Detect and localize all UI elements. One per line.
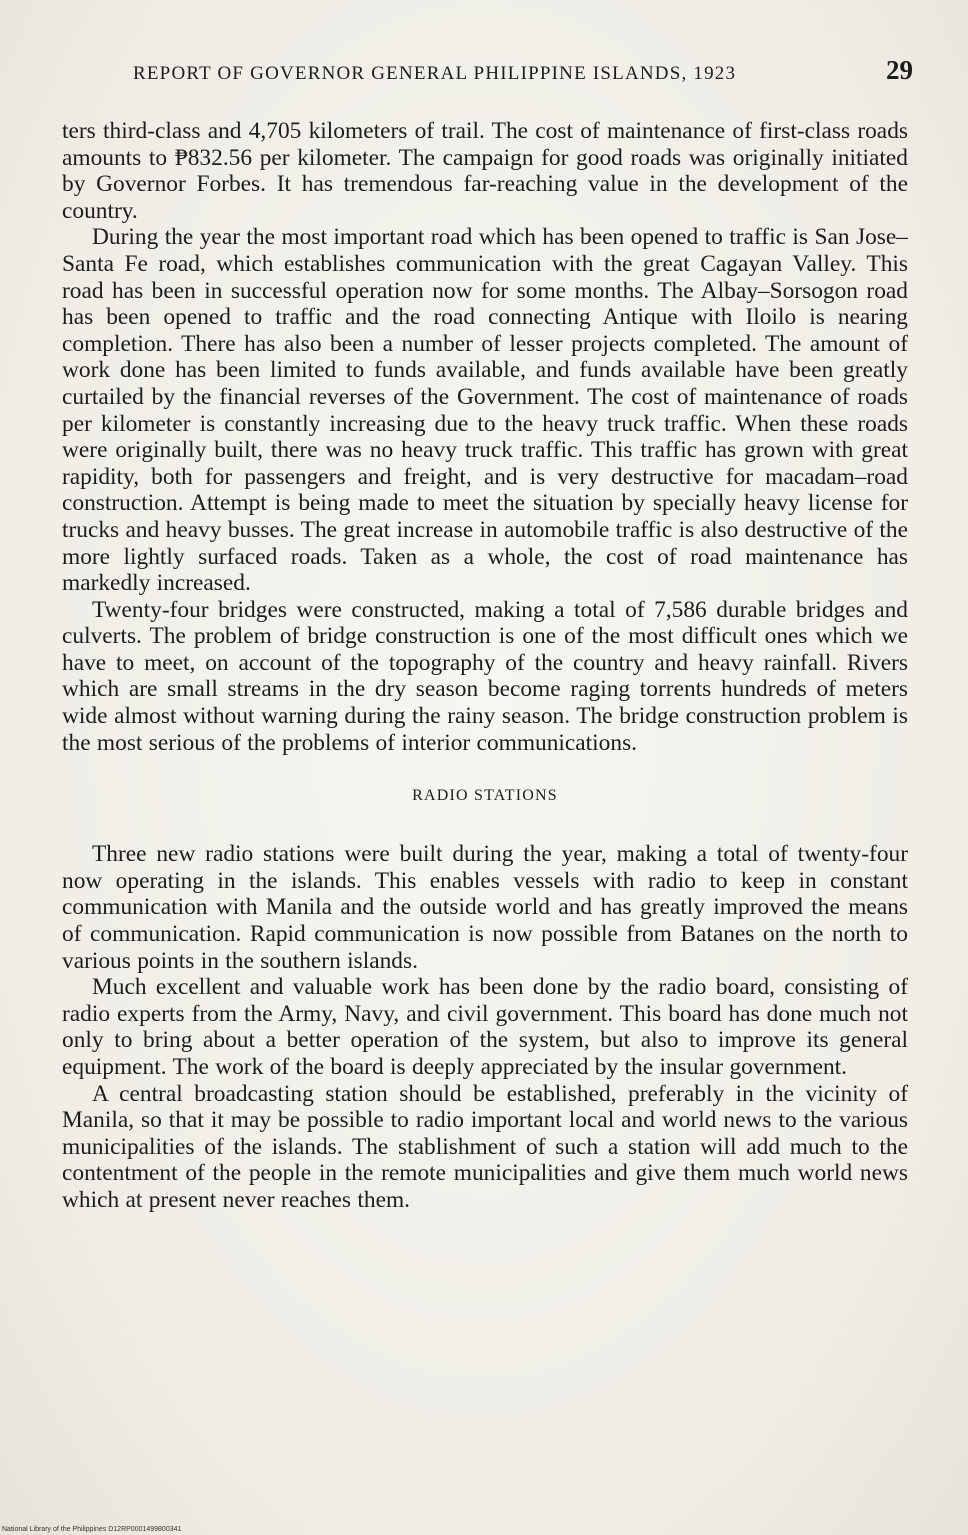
paragraph-roads-continued: ters third-class and 4,705 kilometers of trail. The cost of maintenance of first-class roads amounts to ₱832.56 per kilometer. The campaign for good roads was originally initiated by Governor Forbes. It has tremendous far-reaching value in the development of the country. <box>62 118 908 224</box>
paragraph-roads-opened: During the year the most important road which has been opened to traffic is San Jose–Santa Fe road, which establishes communication with the great Cagayan Valley. This road has been in successful operation now for some months. The Albay–Sorsogon road has been opened to traffic and the road connecting Antique with Iloilo is nearing completion. There has also been a number of lesser projects completed. The amount of work done has been limited to funds available, and funds available have been greatly curtailed by the financial reverses of the Government. The cost of maintenance of roads per kilometer is constantly increasing due to the heavy truck traffic. When these roads were originally built, there was no heavy truck traffic. This traffic has grown with great rapidity, both for passengers and freight, and is very destructive for macadam–road construction. Attempt is being made to meet the situation by specially heavy license for trucks and heavy busses. The great increase in automobile traffic is also destructive of the more lightly surfaced roads. Taken as a whole, the cost of road maintenance has markedly increased. <box>62 224 908 597</box>
section-heading-radio-stations: RADIO STATIONS <box>412 787 558 805</box>
paragraph-broadcasting-station: A central broadcasting station should be established, preferably in the vicinity of Manila, so that it may be possible to radio important local and world news to the various municipalities of the islands. The stablishment of such a station will add much to the contentment of the people in the remote municipalities and give them much world news which at present never reaches them. <box>62 1080 908 1213</box>
page-number: 29 <box>886 55 913 85</box>
paragraph-radio-new-stations: Three new radio stations were built during the year, making a total of twenty-four now operating in the islands. This enables vessels with radio to keep in constant communication with Manila and the outside world and has greatly improved the means of communication. Rapid communication is now possible from Batanes on the north to various points in the southern islands. <box>62 841 908 974</box>
body-text <box>62 118 908 1214</box>
paragraph-bridges: Twenty-four bridges were constructed, making a total of 7,586 durable bridges and culverts. The problem of bridge construction is one of the most difficult ones which we have to meet, on account of the topography of the country and heavy rainfall. Rivers which are small streams in the dry season become raging torrents hundreds of meters wide almost without warning during the rainy season. The bridge construction problem is the most serious of the problems of interior communications. <box>62 596 908 756</box>
scan-source-note: National Library of the Philippines D12RP0001499800341 <box>2 1526 182 1533</box>
paragraph-radio-board: Much excellent and valuable work has been done by the radio board, consisting of radio experts from the Army, Navy, and civil government. This board has done much not only to bring about a better operation of the system, but also to improve its general equipment. The work of the board is deeply appreciated by the insular government. <box>62 974 908 1080</box>
running-head-title: REPORT OF GOVERNOR GENERAL PHILIPPINE ISLANDS, 1923 <box>133 63 737 84</box>
